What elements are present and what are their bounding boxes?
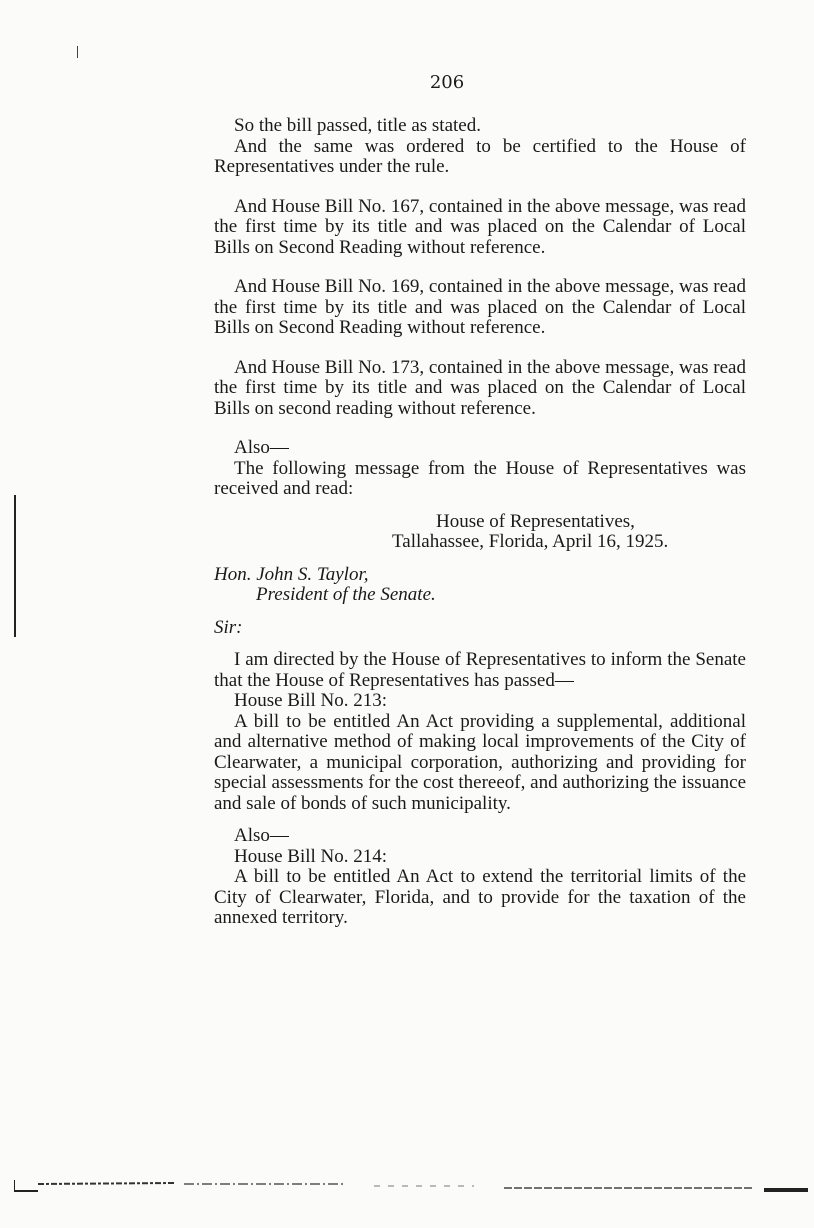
certification-paragraph: And the same was ordered to be certified to the House of Representatives under the rule. [214,135,746,177]
also-heading-1: Also— [234,437,289,458]
scan-margin-line [14,495,16,637]
bill-passed-line: So the bill passed, title as stated. [234,115,481,136]
also-heading-2: Also— [234,825,289,846]
addressee-title: President of the Senate. [256,584,436,605]
message-received-paragraph: The following message from the House of Representatives was received and read: [214,457,746,499]
document-body [214,116,746,929]
scan-tick-mark [77,46,78,58]
house-bill-213-text: A bill to be entitled An Act providing a supplemental, additional and alternative method of making local improvements of the City of Clearwater, a municipal corporation, authorizing and providing for special assessments for the cost thereeof, and authorizing the issuance and sale of bonds of such municipality. [214,710,746,814]
house-bill-213-label: House Bill No. 213: [234,690,388,711]
house-bill-214-text: A bill to be entitled An Act to extend the territorial limits of the City of Clearwater, Florida, and to provide for the taxation of the annexed territory. [214,866,746,928]
letter-from-line-1: House of Representatives, [436,510,635,532]
salutation: Sir: [214,616,243,638]
house-bill-173-paragraph: And House Bill No. 173, contained in the above message, was read the first time by its title and was placed on the Calendar of Local Bills on second reading without reference. [214,356,746,419]
letter-body-intro: I am directed by the House of Representatives to inform the Senate that the House of Representatives has passed— [214,649,746,691]
house-bill-169-paragraph: And House Bill No. 169, contained in the above message, was read the first time by its title and was placed on the Calendar of Local Bills on Second Reading without reference. [214,276,746,338]
scan-bottom-artifact [14,1178,754,1192]
letter-from-line-2: Tallahassee, Florida, April 16, 1925. [392,531,669,552]
house-bill-214-label: House Bill No. 214: [234,845,388,867]
addressee-name: Hon. John S. Taylor, [214,563,369,585]
scan-bottom-dash [764,1188,808,1192]
house-bill-167-paragraph: And House Bill No. 167, contained in the above message, was read the first time by its title and was placed on the Calendar of Local Bills on Second Reading without reference. [214,195,746,258]
page-number: 206 [429,72,465,93]
